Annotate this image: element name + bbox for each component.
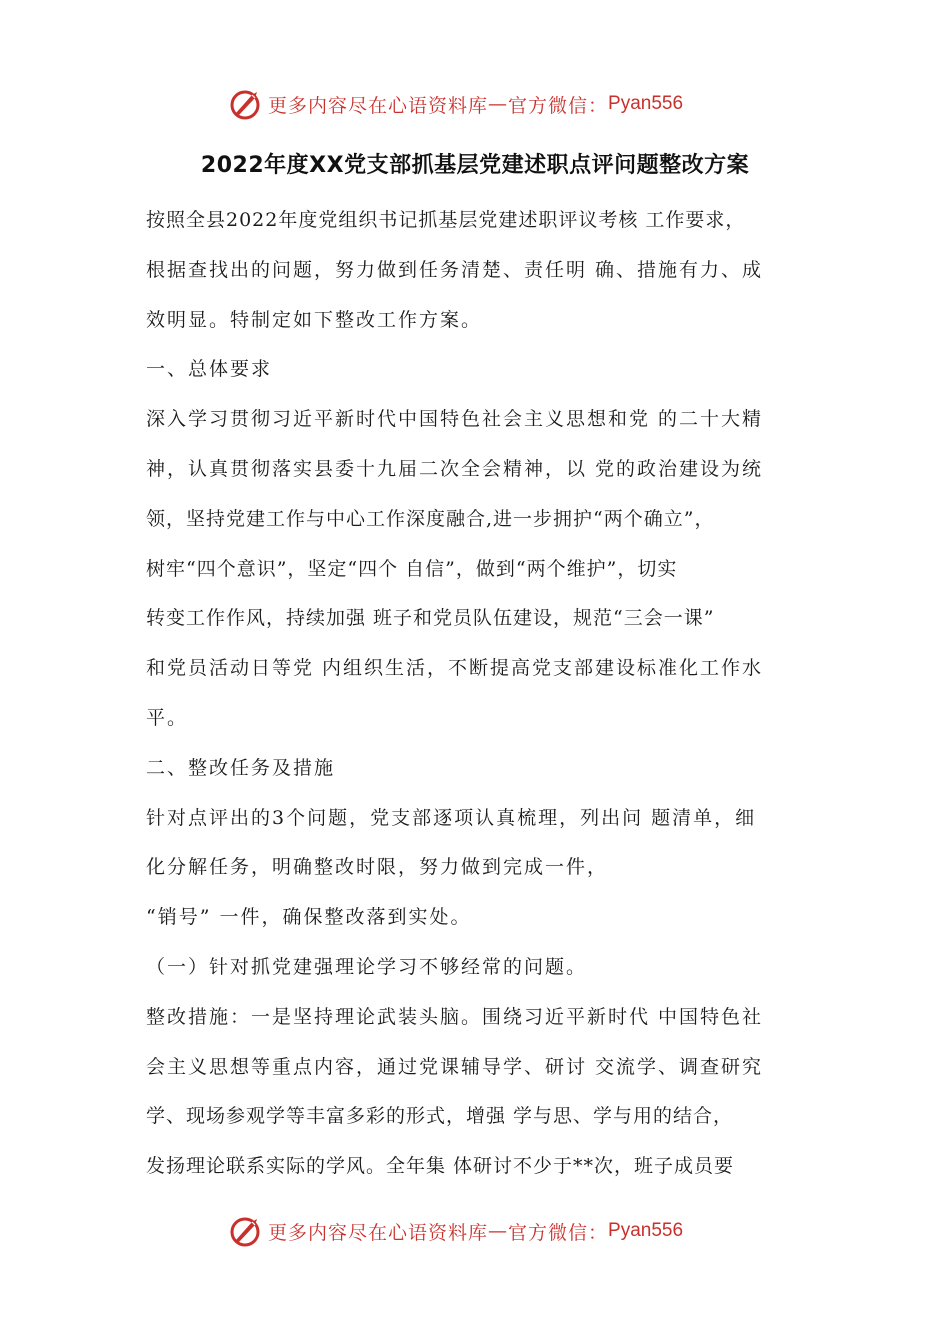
- body-line: 深入学习贯彻习近平新时代中国特色社会主义思想和党 的二十大精: [146, 408, 764, 431]
- watermark-suffix: 官方微信：: [508, 94, 609, 117]
- body-line: 平。: [146, 706, 189, 729]
- pen-on-circle-logo-icon: [228, 86, 264, 122]
- body-line: 效明显。特制定如下整改工作方案。: [146, 308, 483, 331]
- body-line: 根据查找出的问题，努力做到任务清楚、责任明 确、措施有力、成: [146, 258, 764, 281]
- watermark-prefix: 更多内容尽在心语资料库: [268, 94, 489, 117]
- watermark-wechat-id: Pyan556: [608, 93, 684, 114]
- pen-on-circle-logo-icon: [228, 1213, 264, 1249]
- section-heading: 一、总体要求: [146, 358, 273, 381]
- body-line: 树牢“四个意识”，坚定“四个 自信”，做到“两个维护”，切实: [146, 557, 678, 580]
- body-line: 学、现场参观学等丰富多彩的形式，增强 学与思、学与用的结合，: [146, 1105, 734, 1128]
- body-line: 转变工作作风，持续加强 班子和党员队伍建设，规范“三会一课”: [146, 607, 715, 630]
- watermark-header: [228, 84, 748, 124]
- body-line: 化分解任务，明确整改时限，努力做到完成一件，: [146, 856, 609, 879]
- document-body: [146, 196, 822, 1192]
- body-line: 会主义思想等重点内容，通过党课辅导学、研讨 交流学、调查研究: [146, 1055, 764, 1078]
- watermark-wechat-id: Pyan556: [608, 1220, 684, 1241]
- watermark-suffix: 官方微信：: [508, 1221, 609, 1244]
- section-heading: 二、整改任务及措施: [146, 756, 336, 779]
- body-line: 按照全县2022年度党组织书记抓基层党建述职评议考核 工作要求，: [146, 209, 746, 231]
- watermark-separator: —: [488, 93, 509, 115]
- watermark-separator: —: [488, 1220, 509, 1242]
- body-line: 神，认真贯彻落实县委十九届二次全会精神，以 党的政治建设为统: [146, 457, 764, 480]
- watermark-prefix: 更多内容尽在心语资料库: [268, 1221, 489, 1244]
- body-line: 针对点评出的3个问题，党支部逐项认真梳理，列出问 题清单，细: [146, 806, 757, 829]
- body-line: 和党员活动日等党 内组织生活，不断提高党支部建设标准化工作水: [146, 657, 764, 680]
- subsection-heading: （一）针对抓党建强理论学习不够经常的问题。: [146, 955, 588, 978]
- body-line: 整改措施：一是坚持理论武装头脑。围绕习近平新时代 中国特色社: [146, 1005, 764, 1028]
- body-line: 发扬理论联系实际的学风。全年集 体研讨不少于**次，班子成员要: [146, 1155, 735, 1178]
- body-line: 领，坚持党建工作与中心工作深度融合,进一步拥护“两个确立”，: [146, 507, 715, 530]
- body-line: “销号” 一件，确保整改落到实处。: [146, 906, 472, 929]
- watermark-footer: [228, 1211, 748, 1251]
- document-title: 2022年度XX党支部抓基层党建述职点评问题整改方案: [200, 153, 750, 178]
